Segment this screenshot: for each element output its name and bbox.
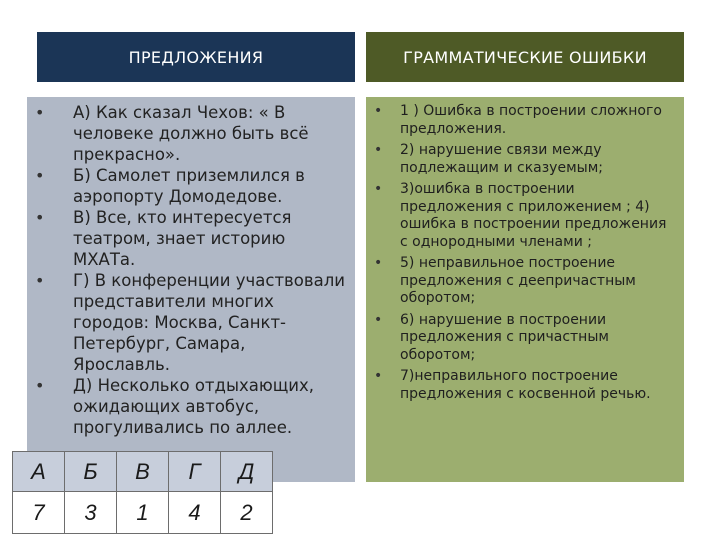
answer-table — [12, 451, 273, 534]
sentence-item-v: • В) Все, кто интересуется театром, знает историю МХАТа. — [35, 207, 347, 270]
sentence-item-a: • А) Как сказал Чехов: « В человеке должно быть всё прекрасно». — [35, 102, 347, 165]
sentences-header — [37, 32, 355, 82]
sentence-item-d: • Д) Несколько отдыхающих, ожидающих автобус, прогуливались по аллее. — [35, 375, 347, 438]
answer-key-cell: А — [13, 452, 65, 492]
answer-values-row — [13, 492, 273, 534]
answer-value-cell: 4 — [169, 492, 221, 534]
error-item-6: • 6) нарушение в построении предложения с причастным оборотом; — [372, 312, 678, 365]
answer-key-cell: Г — [169, 452, 221, 492]
sentence-item-b: • Б) Самолет приземлился в аэропорту Домодедове. — [35, 165, 347, 207]
answer-value-cell: 2 — [221, 492, 273, 534]
error-item-3-4: • 3)ошибка в построении предложения с приложением ; 4) ошибка в построении предложения с однородными членами ; — [372, 181, 678, 251]
sentence-item-g: • Г) В конференции участвовали представители многих городов: Москва, Санкт-Петербург, Самара, Ярославль. — [35, 270, 347, 375]
errors-header — [366, 32, 684, 82]
answer-key-cell: В — [117, 452, 169, 492]
errors-panel — [366, 97, 684, 482]
answer-value-cell: 1 — [117, 492, 169, 534]
errors-list — [366, 97, 684, 403]
sentences-header-label: ПРЕДЛОЖЕНИЯ — [128, 47, 264, 67]
error-item-1: • 1 ) Ошибка в построении сложного предложения. — [372, 103, 678, 138]
sentences-panel — [27, 97, 355, 482]
error-item-5: • 5) неправильное построение предложения с деепричастным оборотом; — [372, 255, 678, 308]
error-item-7: • 7)неправильного построение предложения с косвенной речью. — [372, 368, 678, 403]
answer-key-cell: Б — [65, 452, 117, 492]
errors-header-label: ГРАММАТИЧЕСКИЕ ОШИБКИ — [403, 47, 647, 67]
error-item-2: • 2) нарушение связи между подлежащим и сказуемым; — [372, 142, 678, 177]
answer-keys-row — [13, 452, 273, 492]
sentences-list — [27, 97, 355, 438]
answer-value-cell: 3 — [65, 492, 117, 534]
answer-value-cell: 7 — [13, 492, 65, 534]
answer-key-cell: Д — [221, 452, 273, 492]
